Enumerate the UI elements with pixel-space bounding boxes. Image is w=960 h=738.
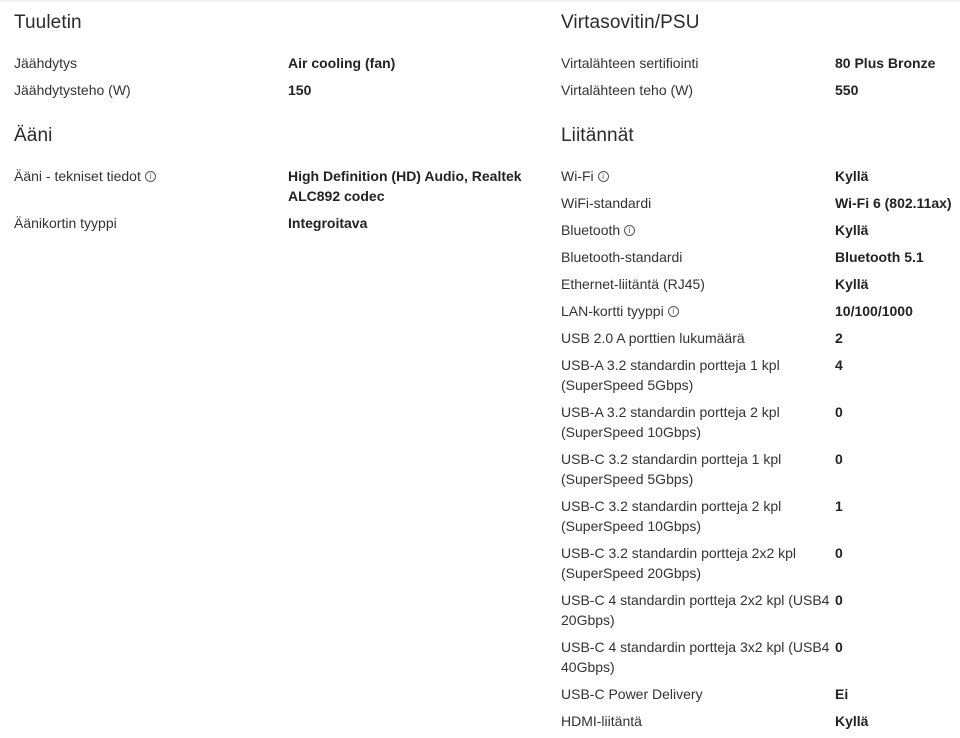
spec-row (561, 247, 956, 267)
spec-label-wrap (561, 402, 835, 442)
spec-label-wrap (561, 449, 835, 489)
info-icon[interactable]: i (145, 171, 156, 182)
spec-value: Integroitava (288, 215, 368, 231)
spec-value: Ei (835, 686, 849, 702)
spec-row (561, 711, 956, 731)
spec-label: USB-A 3.2 standardin portteja 1 kpl (SuperSpeed 5Gbps) (561, 357, 780, 393)
spec-label-wrap (561, 328, 835, 348)
spec-row (561, 355, 956, 395)
spec-row (561, 274, 956, 294)
spec-list-audio (14, 166, 534, 233)
spec-value: 0 (835, 545, 843, 561)
section-title-cooling: Tuuletin (14, 12, 82, 33)
spec-list-psu (561, 53, 956, 100)
spec-row (561, 496, 956, 536)
spec-value: 550 (835, 82, 859, 98)
spec-list-ports (561, 166, 956, 731)
spec-label-wrap (561, 711, 835, 731)
spec-row (561, 193, 956, 213)
spec-value: High Definition (HD) Audio, Realtek ALC892 codec (288, 168, 522, 204)
spec-label: Jäähdytys (14, 55, 78, 71)
spec-label-wrap (561, 301, 835, 321)
spec-value: 1 (835, 498, 843, 514)
info-icon[interactable]: i (624, 225, 635, 236)
spec-label: LAN-kortti tyyppi (561, 303, 664, 319)
spec-label: Äänikortin tyyppi (14, 215, 117, 231)
spec-label: USB-C 4 standardin portteja 2x2 kpl (USB4 20Gbps) (561, 592, 830, 628)
spec-value: Bluetooth 5.1 (835, 249, 924, 265)
spec-label-wrap (561, 496, 835, 536)
spec-label-wrap (561, 247, 835, 267)
spec-value: 0 (835, 639, 843, 655)
spec-label-wrap (14, 166, 288, 206)
spec-label: Bluetooth-standardi (561, 249, 683, 265)
section-title-ports: Liitännät (561, 125, 634, 146)
spec-row (14, 213, 534, 233)
spec-label-wrap (561, 684, 835, 704)
section-title-psu: Virtasovitin/PSU (561, 12, 700, 33)
spec-label-wrap (561, 220, 835, 240)
spec-label: Wi-Fi (561, 168, 594, 184)
spec-value: Kyllä (835, 713, 869, 729)
spec-label: Bluetooth (561, 222, 621, 238)
spec-value: 0 (835, 404, 843, 420)
spec-row (561, 328, 956, 348)
spec-value: Kyllä (835, 222, 869, 238)
spec-row (561, 166, 956, 186)
spec-value: 10/100/1000 (835, 303, 913, 319)
spec-label-wrap (561, 193, 835, 213)
spec-list-cooling (14, 53, 534, 100)
section-title-audio: Ääni (14, 125, 53, 146)
spec-label: USB-C 3.2 standardin portteja 2 kpl (SuperSpeed 10Gbps) (561, 498, 782, 534)
spec-label: Virtalähteen sertifiointi (561, 55, 699, 71)
spec-value: 2 (835, 330, 843, 346)
spec-row (561, 684, 956, 704)
spec-row (561, 80, 956, 100)
spec-label: USB-C Power Delivery (561, 686, 703, 702)
spec-label: Ethernet-liitäntä (RJ45) (561, 276, 705, 292)
left-column (14, 0, 534, 240)
spec-label: USB-A 3.2 standardin portteja 2 kpl (SuperSpeed 10Gbps) (561, 404, 780, 440)
spec-label: USB-C 4 standardin portteja 3x2 kpl (USB4 40Gbps) (561, 639, 830, 675)
spec-value: 0 (835, 451, 843, 467)
info-icon[interactable]: i (598, 171, 609, 182)
spec-label: HDMI-liitäntä (561, 713, 642, 729)
spec-label: USB-C 3.2 standardin portteja 1 kpl (SuperSpeed 5Gbps) (561, 451, 782, 487)
spec-value: 4 (835, 357, 843, 373)
info-icon[interactable]: i (668, 306, 679, 317)
spec-label: WiFi-standardi (561, 195, 652, 211)
right-column (561, 0, 956, 738)
spec-label: USB-C 3.2 standardin portteja 2x2 kpl (SuperSpeed 20Gbps) (561, 545, 797, 581)
spec-value: Wi-Fi 6 (802.11ax) (835, 195, 952, 211)
spec-value: Kyllä (835, 168, 869, 184)
spec-label: Ääni - tekniset tiedot (14, 168, 141, 184)
spec-row (14, 80, 534, 100)
spec-label-wrap (561, 274, 835, 294)
spec-row (561, 402, 956, 442)
spec-row (561, 449, 956, 489)
spec-label-wrap (561, 355, 835, 395)
spec-value: Air cooling (fan) (288, 55, 396, 71)
spec-label: USB 2.0 A porttien lukumäärä (561, 330, 745, 346)
spec-row (561, 53, 956, 73)
spec-row (561, 301, 956, 321)
spec-label: Jäähdytysteho (W) (14, 82, 131, 98)
spec-row (561, 590, 956, 630)
spec-label-wrap (561, 166, 835, 186)
spec-row (14, 166, 534, 206)
spec-row (14, 53, 534, 73)
spec-label: Virtalähteen teho (W) (561, 82, 694, 98)
spec-value: 80 Plus Bronze (835, 55, 936, 71)
spec-row (561, 220, 956, 240)
spec-value: 150 (288, 82, 312, 98)
spec-label-wrap (561, 590, 835, 630)
spec-row (561, 637, 956, 677)
spec-label-wrap (561, 637, 835, 677)
spec-value: 0 (835, 592, 843, 608)
spec-label-wrap (561, 543, 835, 583)
spec-row (561, 543, 956, 583)
spec-value: Kyllä (835, 276, 869, 292)
